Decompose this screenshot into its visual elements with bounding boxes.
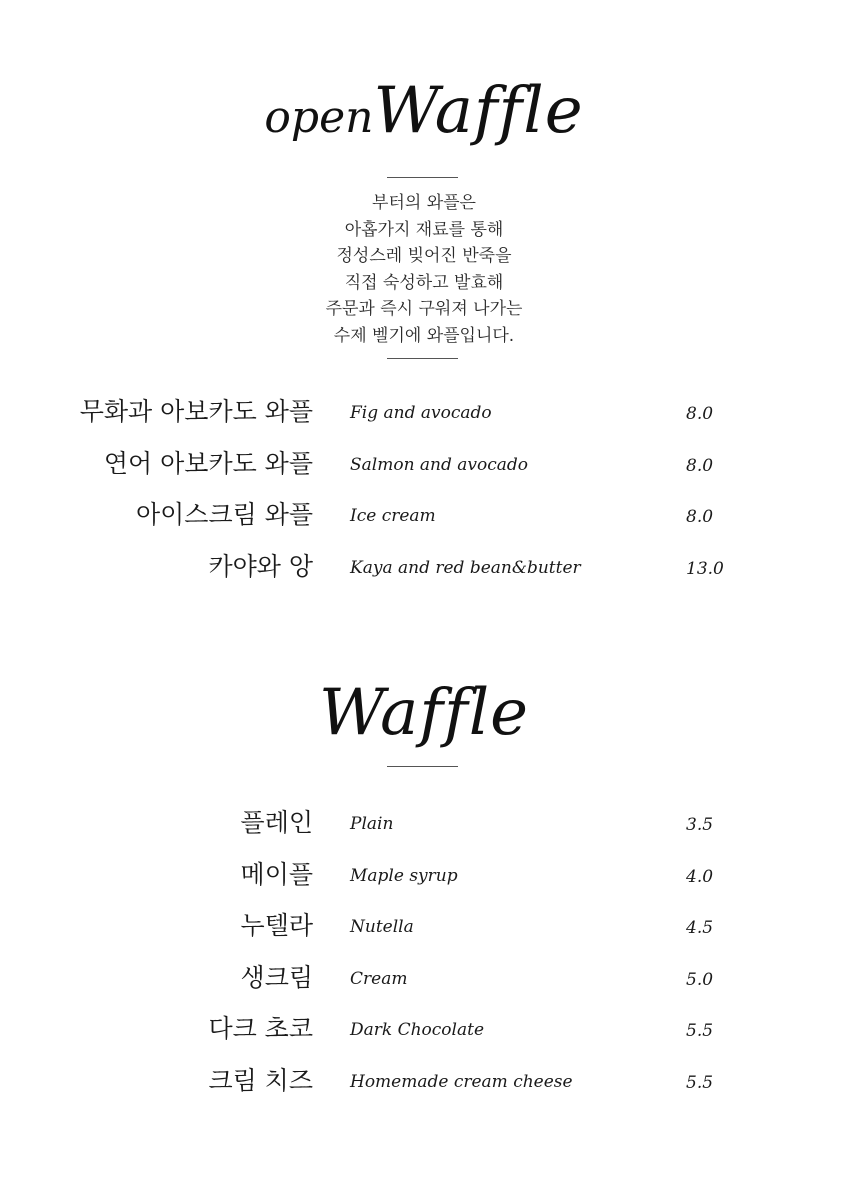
menu-item [0,389,848,441]
menu-item [0,1058,848,1110]
menu-item [0,492,848,544]
open-waffle-title [0,66,848,163]
open-waffle-title-main: Waffle [373,74,584,148]
item-name-english: Homemade cream cheese [350,1071,573,1092]
intro-line: 수제 벨기에 와플입니다. [333,325,515,346]
item-name-korean: 플레인 [240,808,313,837]
item-price: 5.0 [686,969,714,990]
item-price: 5.5 [686,1072,714,1093]
intro-line: 아홉가지 재료를 통해 [344,219,504,240]
intro-line: 부터의 와플은 [372,193,476,213]
menu-item [0,852,848,904]
item-price: 4.5 [686,918,714,938]
item-name-korean: 무화과 아보카도 와플 [79,397,313,426]
item-price: 8.0 [686,404,714,424]
waffle-title: Waffle [318,676,530,750]
item-name-english: Cream [350,968,408,989]
item-name-korean: 메이플 [240,859,313,889]
item-name-english: Maple syrup [350,865,458,886]
item-name-korean: 누텔라 [240,911,313,940]
menu-item [0,1006,848,1058]
item-name-english: Salmon and avocado [350,454,529,475]
item-name-english: Kaya and red bean&butter [350,557,581,578]
item-price: 13.0 [686,558,724,579]
intro-line: 직접 숙성하고 발효해 [344,272,504,293]
intro-text [0,190,848,349]
item-price: 3.5 [686,815,714,835]
item-name-korean: 연어 아보카도 와플 [103,448,313,478]
item-price: 4.0 [686,866,714,887]
open-waffle-menu [0,389,848,595]
item-name-english: Plain [350,814,394,834]
item-price: 8.0 [686,507,714,527]
menu-item [0,800,848,852]
waffle-menu [0,800,848,1109]
menu-item [0,544,848,596]
title-divider [387,766,458,767]
item-price: 8.0 [686,455,714,476]
item-name-korean: 생크림 [240,962,313,992]
open-waffle-title-lead: open [264,92,374,143]
item-name-korean: 다크 초코 [208,1014,313,1043]
menu-item [0,441,848,493]
menu-item [0,955,848,1007]
intro-divider [387,358,458,359]
item-name-english: Ice cream [350,506,436,526]
item-name-english: Nutella [350,917,414,937]
item-name-korean: 카야와 앙 [208,551,313,581]
title-divider [387,177,458,178]
item-name-korean: 크림 치즈 [208,1065,313,1095]
menu-item [0,903,848,955]
item-name-english: Fig and avocado [350,403,492,423]
intro-line: 주문과 즉시 구워져 나가는 [325,299,523,319]
item-name-korean: 아이스크림 와플 [136,500,313,529]
item-price: 5.5 [686,1021,714,1041]
intro-line: 정성스레 빚어진 반죽을 [336,246,512,266]
item-name-english: Dark Chocolate [350,1020,485,1040]
